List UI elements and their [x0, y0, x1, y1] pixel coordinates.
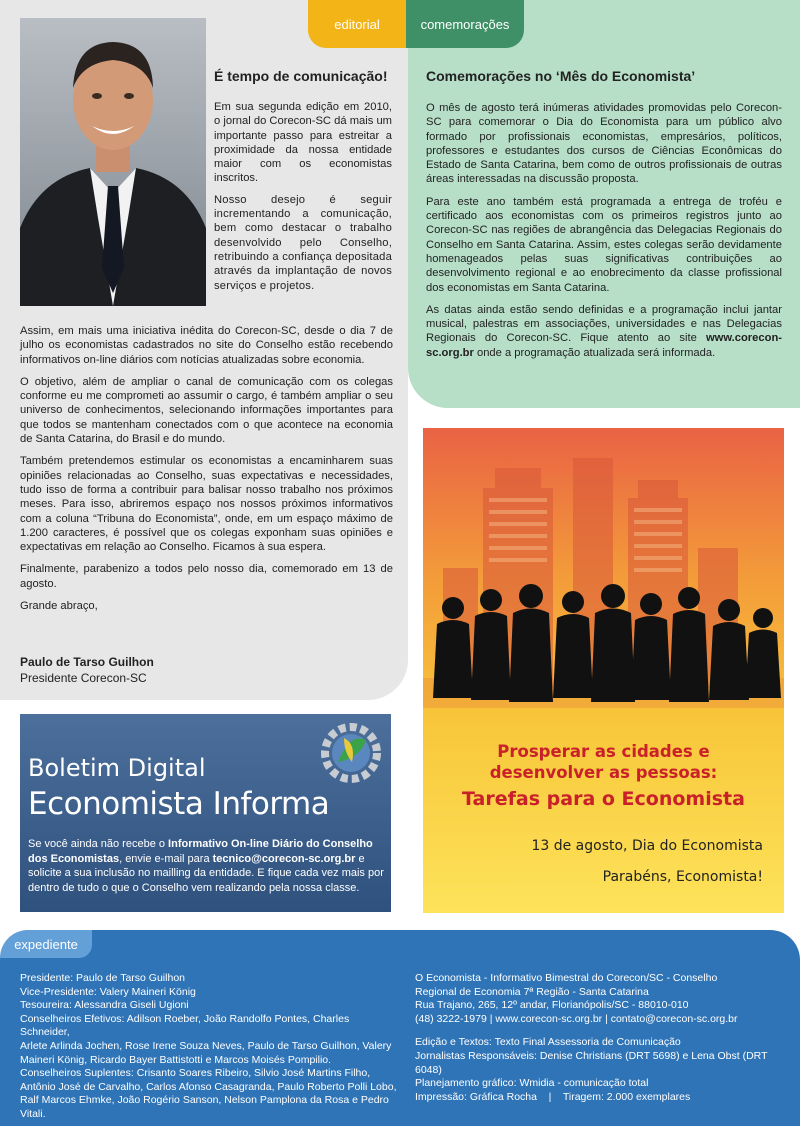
economist-day-poster: [423, 428, 784, 913]
editorial-paragraph: Grande abraço,: [20, 600, 98, 613]
expediente-line: Ralf Marcos Ehmke, João Rogério Sanson, Nelson Pamplona da Rosa e Pedro Vitali.: [20, 1094, 389, 1120]
expediente-line: Conselheiros Efetivos: Adilson Roeber, João Randolfo Pontes, Charles Schneider,: [20, 1012, 350, 1039]
tab-expediente[interactable]: expediente: [0, 930, 92, 958]
editorial-paragraph: Em sua segunda edição em 2010, o jornal do Corecon-SC dá mais um importante passo para estreitar a proximidade da nossa entidade maior com os economistas inscritos.: [214, 101, 392, 185]
comemoracoes-text: As datas ainda estão sendo definidas e a programação inclui jantar musical, palestras em associações, universidades e nas Delegacias Regionais do Corecon-SC. Fique atento ao site: [426, 303, 782, 345]
poster-congrats: Parabéns, Economista!: [602, 869, 763, 885]
expediente-line: Jornalistas Responsáveis: Denise Christians (DRT 5698) e Lena Obst (DRT 6048): [415, 1049, 768, 1076]
signature-role: Presidente Corecon-SC: [20, 671, 147, 685]
poster-headline: [423, 741, 784, 783]
boletim-text-part: e solicite a sua inclusão no mailling da entidade. E fique cada vez mais por dentro de tudo o que o Conselho vem realizando pela nossa classe.: [28, 852, 384, 894]
expediente-line: Vice-Presidente: Valery Maineri König: [20, 985, 196, 998]
comemoracoes-text: onde a programação atualizada será informada.: [473, 346, 716, 359]
editorial-body: [20, 324, 393, 621]
editorial-title: É tempo de comunicação!: [214, 68, 388, 84]
boletim-title-line2: Economista Informa: [28, 786, 330, 822]
poster-date: 13 de agosto, Dia do Economista: [531, 838, 763, 854]
spacer: [415, 1026, 785, 1036]
comemoracoes-body: [426, 101, 782, 368]
expediente-line: Regional de Economia 7ª Região - Santa Catarina: [415, 985, 649, 998]
expediente-line: O Economista - Informativo Bimestral do Corecon/SC - Conselho: [415, 972, 718, 984]
expediente-line: Tesoureira: Alessandra Giseli Ugioni: [20, 999, 189, 1012]
expediente-line: Planejamento gráfico: Wmidia - comunicação total: [415, 1077, 649, 1090]
editorial-paragraph: O objetivo, além de ampliar o canal de comunicação com os colegas conforme eu me comprometi ao assumir o cargo, é também ampliar o seu universo de conhecimentos, selecionando informações importantes para que todos se mantenham conectados com o que acontece na economia de Santa Catarina, do Brasil e do mundo.: [20, 375, 393, 446]
portrait-illustration: [20, 18, 206, 306]
expediente-line: (48) 3222-1979 | www.corecon-sc.org.br | contato@corecon-sc.org.br: [415, 1012, 738, 1025]
boletim-title-line1: Boletim Digital: [28, 754, 206, 782]
expediente-line: Impressão: Gráfica Rocha | Tiragem: 2.000 exemplares: [415, 1090, 691, 1103]
expediente-line: Antônio José de Carvalho, Carlos Afonso Casagranda, Paulo Roberto Polli Lobo,: [20, 1080, 397, 1093]
signature-name: Paulo de Tarso Guilhon: [20, 655, 154, 669]
expediente-line: Presidente: Paulo de Tarso Guilhon: [20, 972, 185, 984]
boletim-text-bold: Informativo On-line Diário do Conselho dos Economistas: [28, 838, 373, 865]
editorial-column-text: [214, 100, 392, 300]
corecon-gear-logo-icon: [316, 718, 386, 788]
expediente-line: Conselheiros Suplentes: Crisanto Soares Ribeiro, Silvio José Martins Filho,: [20, 1067, 371, 1080]
poster-headline-line: desenvolver as pessoas:: [489, 763, 718, 782]
boletim-digital-banner[interactable]: [20, 714, 391, 912]
expediente-line: Rua Trajano, 265, 12º andar, Florianópolis/SC - 88010-010: [415, 999, 689, 1012]
editorial-paragraph: Nosso desejo é seguir incrementando a comunicação, bem como destacar o trabalho desenvolvido pelo Conselho, retribuindo a confiança depositada através da implantação de novos serviços e projetos.: [214, 193, 392, 292]
boletim-text-part: Se você ainda não recebe o: [28, 838, 169, 850]
expediente-line: Edição e Textos: Texto Final Assessoria de Comunicação: [415, 1036, 681, 1049]
editorial-paragraph: Finalmente, parabenizo a todos pelo nosso dia, comemorado em 13 de agosto.: [20, 563, 393, 590]
comemoracoes-paragraph: [426, 303, 782, 360]
comemoracoes-paragraph: O mês de agosto terá inúmeras atividades promovidas pelo Corecon-SC para comemorar o Dia do Economista para um público alvo formado por profissionais economistas, empresários, políticos, professores e estudantes dos cursos de Ciências Econômicas do Estado de Santa Catarina, bem como de outros profissionais de outras áreas interessadas na discussão proposta.: [426, 102, 782, 186]
boletim-text-part: , envie e-mail para: [119, 852, 213, 865]
poster-subheadline: Tarefas para o Economista: [462, 788, 745, 810]
tab-comemoracoes[interactable]: comemorações: [406, 0, 524, 48]
comemoracoes-paragraph: Para este ano também está programada a entrega de troféu e certificado aos economistas com os primeiros registros junto ao Corecon-SC nas regiões de abrangência das Delegacias Regionais do Conselho em Santa Catarina. Assim, estes colegas serão devidamente homenageados pelas suas significativas contribuições ao desenvolvimento regional e ao enobrecimento da classe profissional dos economistas em Santa Catarina.: [426, 195, 782, 294]
expediente-line: Maineri König, Ricardo Bayer Battistotti e Marcos Moisés Pompilio.: [20, 1053, 332, 1066]
editorial-paragraph: Também pretendemos estimular os economistas a encaminharem suas opiniões relacionadas ao Conselho, suas expectativas e necessidades, tudo isso de forma a contribuir para balisar nosso trabalho nos próximos meses. Para isso, abriremos espaço nos nossos próximos informativos com a coluna “Tribuna do Economista”, onde, em um espaço máximo de 1.200 caracteres, é possível que os colegas exponham suas opiniões e expectativas em relação ao Conselho. Ficamos à sua espera.: [20, 455, 393, 554]
comemoracoes-title: Comemorações no ‘Mês do Economista’: [426, 68, 696, 84]
expediente-left-column: [20, 972, 400, 1122]
editorial-signature: [20, 654, 154, 686]
expediente-right-column: [415, 972, 785, 1104]
tab-editorial[interactable]: editorial: [308, 0, 406, 48]
boletim-email-link[interactable]: tecnico@corecon-sc.org.br: [212, 852, 356, 865]
site-link[interactable]: www.corecon-sc.org.br: [426, 332, 782, 359]
boletim-text: [28, 837, 388, 895]
editorial-paragraph: Assim, em mais uma iniciativa inédita do Corecon-SC, desde o dia 7 de julho os economistas cadastrados no site do Conselho estão recebendo informativos on-line diários com notícias atualizadas sobre economia.: [20, 325, 393, 366]
poster-headline-line: Prosperar as cidades e: [497, 742, 710, 761]
president-photo: [20, 18, 206, 306]
expediente-line: Arlete Arlinda Jochen, Rose Irene Souza Neves, Paulo de Tarso Guilhon, Valery: [20, 1039, 392, 1052]
